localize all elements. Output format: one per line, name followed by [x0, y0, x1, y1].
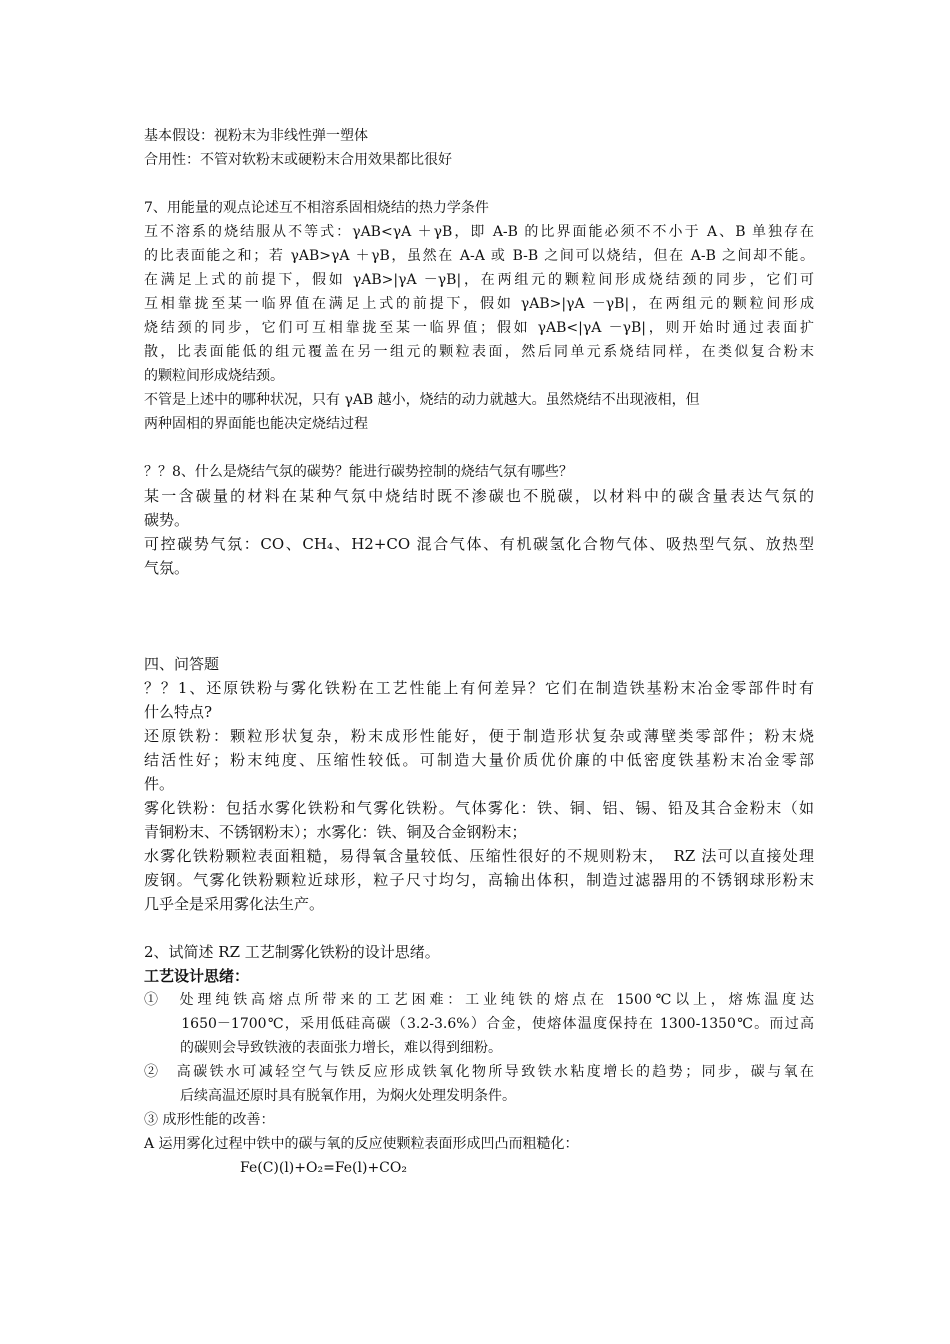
question-8-title: ？？8、什么是烧结气氛的碳势？能进行碳势控制的烧结气氛有哪些？ — [144, 464, 573, 480]
design-item-line: ② 高碳铁水可减轻空气与铁反应形成铁氧化物所导致铁水粘度增长的趋势；同步，碳与氧在 — [144, 1064, 814, 1080]
q8-answer-line: 碳势。 — [144, 511, 190, 529]
part4-q1-title-line: 什么特点? — [144, 703, 213, 721]
part4-q1-answer-line: 雾化铁粉：包括水雾化铁粉和气雾化铁粉。气体雾化：铁、铜、铝、锡、铅及其合金粉末（如 — [144, 799, 814, 817]
part-4-heading: 四、问答题 — [144, 655, 220, 673]
q7-paragraph-line: 互不溶系的烧结服从不等式：γAB<γA ＋γB，即 A-B 的比界面能必须不不小于 A、B 单独存在 — [144, 224, 814, 240]
question-7-title: 7、用能量的观点论述互不相溶系固相烧结的热力学条件 — [144, 200, 489, 216]
q7-paragraph-line: 互相靠拢至某一临界值在满足上式的前提下，假如 γAB>|γA －γB|，在两组元的颗粒间形成 — [144, 296, 814, 312]
reaction-formula: Fe(C)(l)+O₂=Fe(l)+CO₂ — [240, 1160, 407, 1176]
q8-answer-line: 气氛。 — [144, 559, 190, 577]
part4-q1-answer-line: 件。 — [144, 775, 175, 793]
q7-paragraph-line: 的比表面能之和；若 γAB>γA ＋γB，虽然在 A-A 或 B-B 之间可以烧结，但在 A-B 之间却不能。 — [144, 248, 814, 264]
q8-answer-line: 可控碳势气氛：CO、CH₄、H2+CO 混合气体、有机碳氢化合物气体、吸热型气氛、放热型 — [144, 535, 814, 553]
part4-q1-answer-line: 废钢。气雾化铁粉颗粒近球形，粒子尺寸均匀，高输出体积，制造过滤器用的不锈钢球形粉末 — [144, 871, 814, 889]
q7-paragraph-line: 烧结颈的同步，它们可互相靠拢至某一临界值；假如 γAB<|γA －γB|，则开始时通过表面扩 — [144, 320, 814, 336]
design-item-line: ③ 成形性能的改善： — [144, 1112, 275, 1128]
part4-q2-title: 2、试简述 RZ 工艺制雾化铁粉的设计思绪。 — [144, 943, 440, 961]
design-item-line: 的碳则会导致铁液的表面张力增长，难以得到细粉。 — [166, 1040, 502, 1056]
part4-q1-title-line: ？？1、还原铁粉与雾化铁粉在工艺性能上有何差异？它们在制造铁基粉末冶金零部件时有 — [144, 679, 814, 697]
part4-q1-answer-line: 几乎全是采用雾化法生产。 — [144, 895, 325, 913]
q7-paragraph-line: 在满足上式的前提下，假如 γAB>|γA －γB|，在两组元的颗粒间形成烧结颈的同步，它们可 — [144, 272, 814, 288]
design-item-line: 1650－1700℃，采用低硅高碳（3.2-3.6%）合金，使熔体温度保持在 1300-1350℃。而过高 — [166, 1016, 814, 1032]
part4-q1-answer-line: 还原铁粉：颗粒形状复杂，粉末成形性能好，便于制造形状复杂或薄壁类零部件；粉末烧 — [144, 727, 814, 745]
document-page — [144, 124, 814, 1180]
applicability-line: 合用性：不管对软粉末或硬粉末合用效果都比很好 — [144, 152, 452, 168]
q7-paragraph-line: 两种固相的界面能也能决定烧结过程 — [144, 416, 368, 432]
part4-q1-answer-line: 水雾化铁粉颗粒表面粗糙，易得氧含量较低、压缩性很好的不规则粉末， RZ 法可以直接处理 — [144, 847, 814, 865]
design-item-line: ① 处理纯铁高熔点所带来的工艺困难：工业纯铁的熔点在 1500℃以上，熔炼温度达 — [144, 992, 814, 1008]
design-item-line: 后续高温还原时具有脱氧作用，为焖火处理发明条件。 — [166, 1088, 516, 1104]
design-item-line: A 运用雾化过程中铁中的碳与氧的反应使颗粒表面形成凹凸而粗糙化： — [144, 1136, 579, 1152]
part4-q1-answer-line: 结活性好；粉末纯度、压缩性较低。可制造大量价质优价廉的中低密度铁基粉末冶金零部 — [144, 751, 814, 769]
q8-answer-line: 某一含碳量的材料在某种气氛中烧结时既不渗碳也不脱碳，以材料中的碳含量表达气氛的 — [144, 487, 814, 505]
q7-paragraph-line: 散，比表面能低的组元覆盖在另一组元的颗粒表面，然后同单元系烧结同样，在类似复合粉末 — [144, 344, 814, 360]
q7-paragraph-line: 不管是上述中的哪种状况，只有 γAB 越小，烧结的动力就越大。虽然烧结不出现液相，但 — [144, 392, 700, 408]
q7-paragraph-line: 的颗粒间形成烧结颈。 — [144, 368, 284, 384]
basic-assumption-line: 基本假设：视粉末为非线性弹一塑体 — [144, 128, 368, 144]
process-design-subheading: 工艺设计思绪： — [144, 967, 250, 985]
part4-q1-answer-line: 青铜粉末、不锈钢粉末）；水雾化：铁、铜及合金钢粉末； — [144, 823, 527, 841]
